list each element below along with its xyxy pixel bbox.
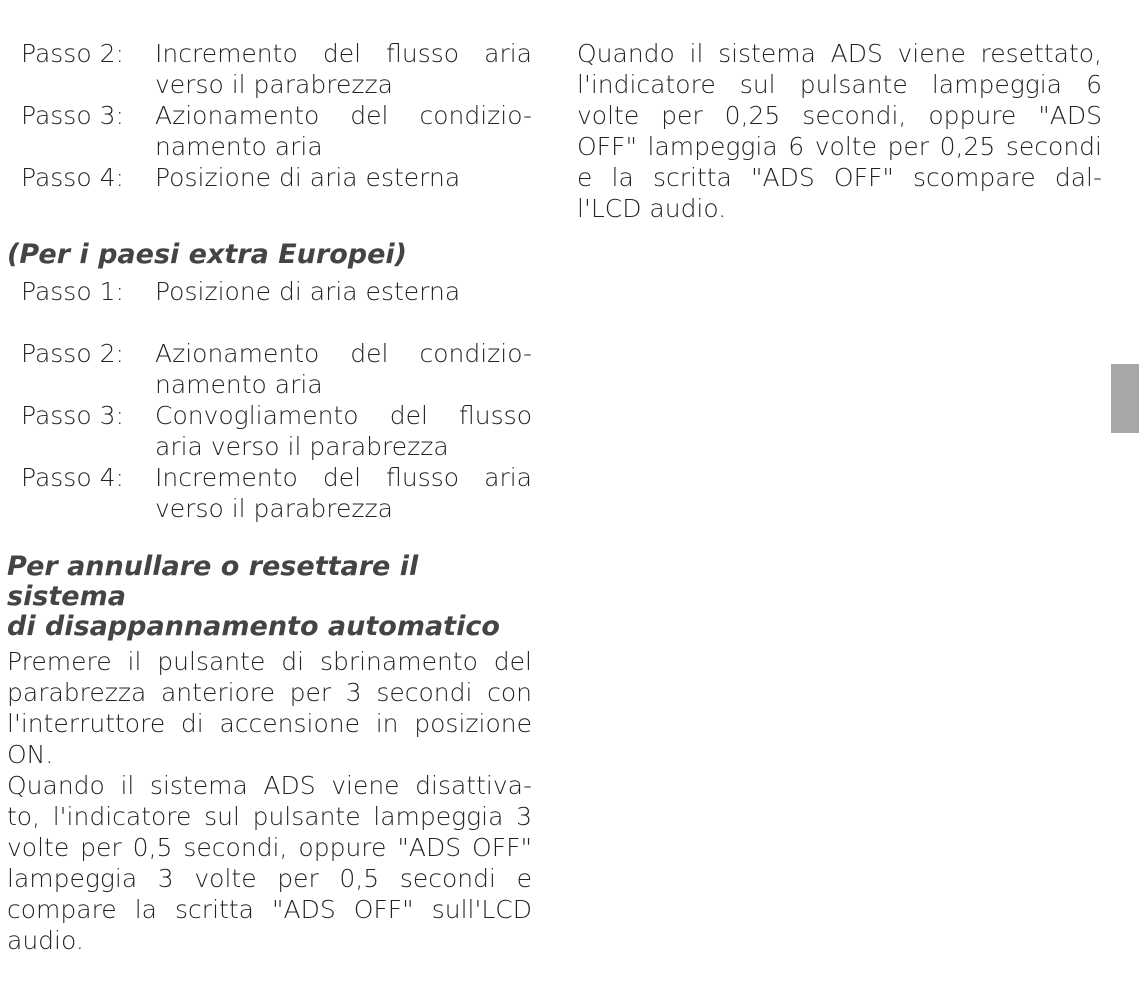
steps-list-a <box>7 38 532 193</box>
paragraph-line: l'LCD audio. <box>577 194 727 223</box>
paragraph-line: to, l'indicatore sul pulsante lampeggia 3 <box>7 802 532 831</box>
step-text <box>155 338 532 400</box>
step-text <box>155 276 532 307</box>
paragraph-press <box>7 646 532 770</box>
paragraph-line: Premere il pulsante di sbrinamento del <box>7 647 532 676</box>
step-label: Passo 2: <box>21 39 124 68</box>
step-text <box>155 400 532 462</box>
step-text-line: namento aria <box>155 370 323 399</box>
step-text-line: aria verso il parabrezza <box>155 432 449 461</box>
step-text-line: verso il parabrezza <box>155 494 393 523</box>
step-item <box>7 100 532 162</box>
step-text-line: Azionamento del condizio- <box>155 339 532 368</box>
step-text-line: namento aria <box>155 132 323 161</box>
right-column <box>577 38 1102 224</box>
step-item <box>7 162 532 193</box>
paragraph-line: OFF" lampeggia 6 volte per 0,25 secondi <box>577 132 1102 161</box>
step-text-line: Azionamento del condizio- <box>155 101 532 130</box>
paragraph-line: volte per 0,5 secondi, oppure "ADS OFF" <box>7 833 532 862</box>
step-item <box>7 38 532 100</box>
step-label: Passo 4: <box>21 463 124 492</box>
paragraph-line: Quando il sistema ADS viene disattiva- <box>7 771 532 800</box>
step-text-line: Convogliamento del flusso <box>155 401 532 430</box>
step-item <box>7 338 532 400</box>
step-label: Passo 1: <box>21 277 124 306</box>
step-text-line: Incremento del flusso aria <box>155 39 532 68</box>
paragraph-line: Quando il sistema ADS viene resettato, <box>577 39 1102 68</box>
paragraph-line: l'indicatore sul pulsante lampeggia 6 <box>577 70 1102 99</box>
step-text <box>155 162 532 193</box>
step-label: Passo 3: <box>21 101 124 130</box>
step-item <box>7 462 532 524</box>
steps-list-b <box>7 276 532 524</box>
paragraph-line: lampeggia 3 volte per 0,5 secondi e <box>7 864 532 893</box>
paragraph-line: volte per 0,25 secondi, oppure "ADS <box>577 101 1102 130</box>
step-text <box>155 100 532 162</box>
paragraph-disable <box>7 770 532 956</box>
paragraph-line: ON. <box>7 740 54 769</box>
paragraph-line: e la scritta "ADS OFF" scompare dal- <box>577 163 1102 192</box>
heading-reset-line: di disappannamento automatico <box>7 611 500 642</box>
step-item <box>7 400 532 462</box>
step-label: Passo 3: <box>21 401 124 430</box>
heading-reset-line: Per annullare o resettare il sistema <box>7 551 419 612</box>
paragraph-reset <box>577 38 1102 224</box>
heading-reset <box>7 552 532 642</box>
paragraph-line: l'interruttore di accensione in posizione <box>7 709 532 738</box>
side-tab-marker <box>1111 364 1139 433</box>
heading-extra-eu: (Per i paesi extra Europei) <box>7 239 408 270</box>
left-column <box>7 38 532 956</box>
step-label: Passo 2: <box>21 339 124 368</box>
paragraph-line: compare la scritta "ADS OFF" sull'LCD <box>7 895 532 924</box>
paragraph-line: audio. <box>7 926 84 955</box>
paragraph-line: parabrezza anteriore per 3 secondi con <box>7 678 532 707</box>
step-text-line: Posizione di aria esterna <box>155 277 461 306</box>
step-text <box>155 462 532 524</box>
step-text-line: Posizione di aria esterna <box>155 163 461 192</box>
step-item <box>7 276 532 307</box>
step-text-line: Incremento del flusso aria <box>155 463 532 492</box>
step-label: Passo 4: <box>21 163 124 192</box>
step-text-line: verso il parabrezza <box>155 70 393 99</box>
step-text <box>155 38 532 100</box>
